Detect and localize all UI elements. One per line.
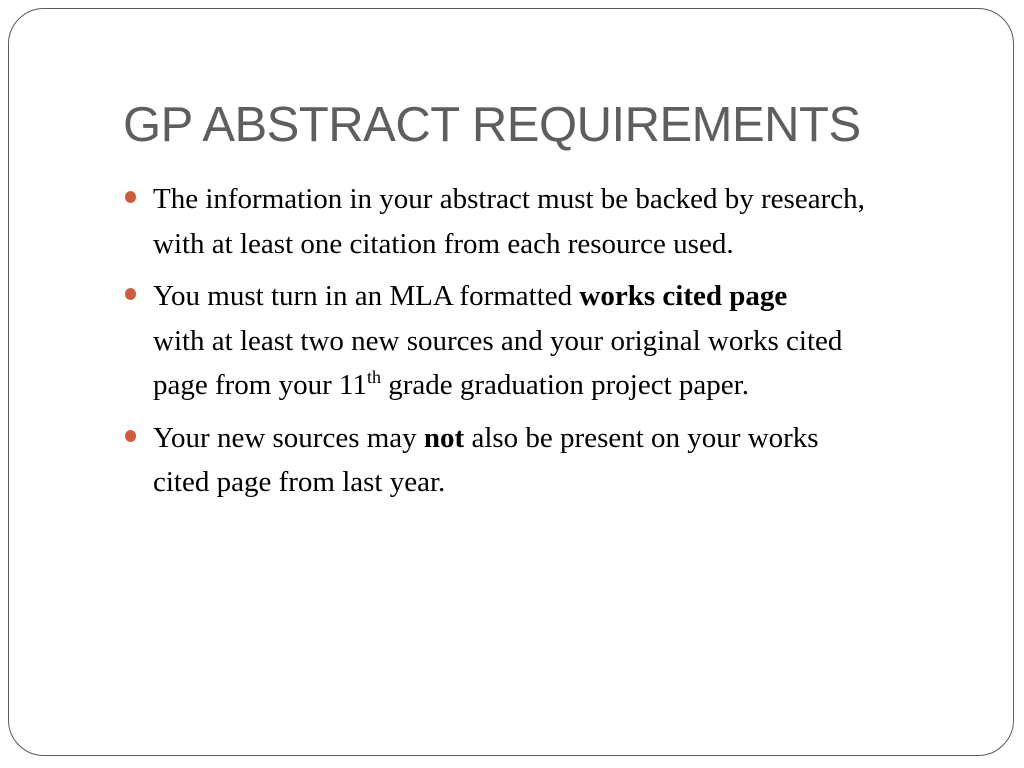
bullet-text: You must turn in an MLA formatted — [153, 280, 580, 312]
bullet-text: grade graduation project paper. — [380, 369, 749, 401]
bullet-item-works-cited — [153, 274, 993, 408]
bullet-text-line — [153, 363, 993, 408]
bullet-bold-text: not — [423, 421, 465, 454]
bullet-item-citations — [153, 177, 993, 266]
bullet-text-line: with at least two new sources and your original works cited — [153, 324, 843, 357]
slide-title: GP ABSTRACT REQUIREMENTS — [123, 98, 861, 152]
slide-frame — [8, 8, 1014, 756]
bullet-text: also be present on your works — [464, 421, 819, 454]
bullet-text-line — [153, 274, 993, 319]
bullet-text-line: with at least one citation from each resource used. — [153, 227, 734, 260]
bullet-text-line: The information in your abstract must be backed by research, — [153, 183, 865, 215]
bullet-bold-text: works cited page — [579, 280, 788, 312]
bullet-list — [153, 177, 993, 513]
bullet-text-line: cited page from last year. — [153, 466, 446, 498]
bullet-text: page from your 11 — [153, 369, 367, 401]
bullet-dot-icon — [125, 191, 136, 203]
bullet-dot-icon — [125, 288, 136, 300]
bullet-text: Your new sources may — [153, 421, 424, 454]
bullet-item-new-sources — [153, 416, 993, 505]
bullet-text-line — [153, 416, 993, 461]
bullet-dot-icon — [125, 430, 136, 442]
ordinal-superscript: th — [366, 367, 381, 387]
